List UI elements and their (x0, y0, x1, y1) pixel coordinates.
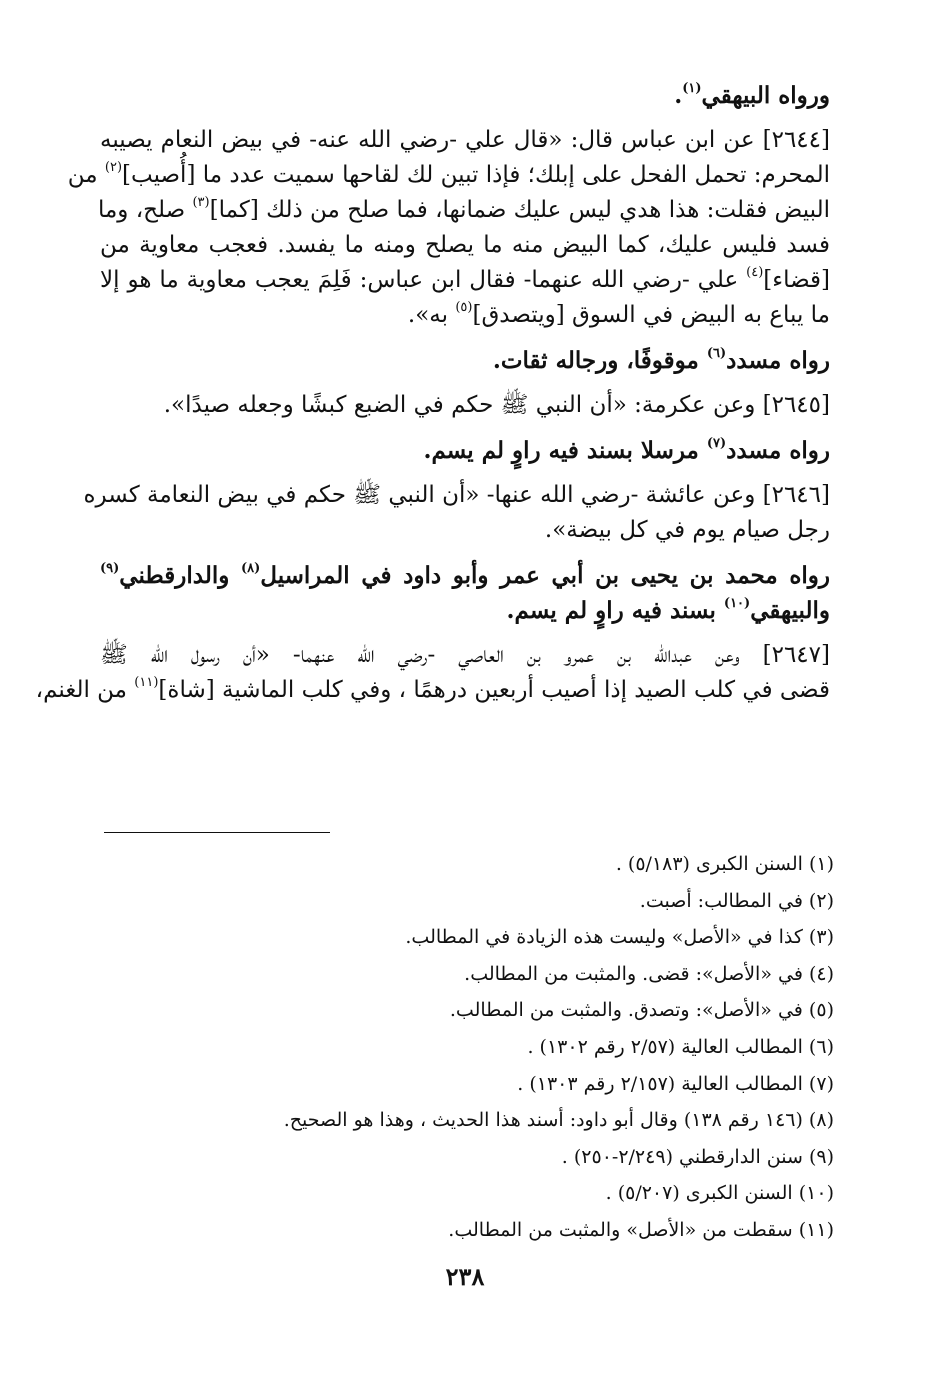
paragraph-line (97, 193, 830, 228)
paragraph-line (67, 158, 830, 193)
footnote-marker: (٥) (455, 300, 473, 316)
footnote: (٩) سنن الدارقطني (٢/٢٤٩-٢٥٠) . (561, 1145, 834, 1168)
text-run: مرسلا بسند فيه راوٍ لم يسم. (423, 437, 707, 464)
text-run: صلح، وما (97, 197, 193, 223)
text-run: موقوفًا، ورجاله ثقات. (492, 347, 707, 374)
footnote-marker: (٩) (100, 561, 120, 577)
text-run: رواه محمد بن يحيى بن أبي عمر وأبو داود في المراسيل (260, 562, 830, 589)
footnotes-list (100, 846, 834, 1249)
text-run: رجل صيام يوم في كل بيضة». (544, 517, 830, 543)
hadith-2646 (83, 478, 830, 548)
footnote-marker: (١١) (134, 675, 159, 691)
paragraph-line (100, 228, 830, 263)
narration-line-4 (100, 558, 830, 628)
text-run: رواه مسدد (726, 347, 830, 374)
text-run: قضى في كلب الصيد إذا أصيب أربعين درهمًا ، وفي كلب الماشية [شاة] (158, 677, 830, 703)
text-run: ما يباع به البيض في السوق [ويتصدق] (472, 302, 830, 328)
footnote-marker: (٦) (706, 346, 727, 362)
narration-line-2 (100, 343, 830, 378)
footnote-marker: (٤) (746, 265, 764, 281)
text-run: المحرم: تحمل الفحل على إبلك؛ فإذا تبين لك لقاحها سميت عدد ما [أُصيب] (122, 162, 830, 188)
text-run: علي -رضي الله عنهما- فقال ابن عباس: فَلِمَ يعجب معاوية ما هو إلا (100, 267, 747, 293)
footnote-marker: (١٠) (723, 596, 751, 612)
text-run: [٢٦٤٧] وعن عبدالله بن عمرو بن العاصي -رضي الله عنهما- «أن رسول الله ﷺ (100, 642, 830, 668)
footnote: (٦) المطالب العالية (٢/٥٧ رقم ١٣٠٢) . (527, 1035, 834, 1058)
narration-line-1 (100, 78, 830, 113)
text-run: من الغنم، (35, 677, 135, 703)
footnote: (١٠) السنن الكبرى (٥/٢٠٧) . (605, 1182, 834, 1205)
footnote-marker: (٧) (706, 436, 727, 452)
paragraph-line (83, 478, 830, 513)
text-run: [قضاء] (763, 267, 830, 293)
text-run: والدارقطني (119, 562, 241, 589)
hadith-2644 (67, 123, 830, 333)
footnote: (٢) في المطالب: أصبت. (639, 889, 834, 912)
footnote: (٧) المطالب العالية (٢/١٥٧ رقم ١٣٠٣) . (517, 1072, 834, 1095)
text-run: [٢٦٤٥] وعن عكرمة: «أن النبي ﷺ حكم في الضبع كبشًا وجعله صيدًا». (163, 392, 830, 418)
paragraph-line (100, 558, 830, 593)
paragraph-line (100, 638, 830, 673)
footnote: (٥) في «الأصل»: وتصدق. والمثبت من المطالب. (449, 999, 834, 1022)
footnote: (٤) في «الأصل»: قضى. والمثبت من المطالب. (464, 962, 834, 985)
paragraph-line (35, 673, 830, 708)
text-run: ورواه البيهقي (701, 82, 830, 109)
footnote-marker: (١) (682, 81, 702, 97)
text-run: . (674, 82, 683, 109)
footnote: (١) السنن الكبرى (٥/١٨٣) . (615, 853, 834, 875)
text-run: بسند فيه راوٍ لم يسم. (506, 597, 724, 624)
paragraph-line (100, 298, 830, 333)
text-run: فسد فليس عليك، كما البيض منه ما يصلح ومنه ما يفسد. فعجب معاوية من (100, 232, 830, 258)
footnote: (١١) سقطت من «الأصل» والمثبت من المطالب. (448, 1218, 834, 1241)
hadith-2647 (35, 638, 830, 708)
text-run: به». (407, 302, 456, 328)
footnote-separator (104, 832, 330, 833)
text-run: والبيهقي (750, 597, 830, 624)
text-run: البيض فقلت: هذا هدي ليس عليك ضمانها، فما صلح من ذلك [كما] (209, 197, 830, 223)
footnote: (٣) كذا في «الأصل» وليست هذه الزيادة في المطالب. (405, 926, 834, 949)
page-number: ٢٣٨ (445, 1262, 485, 1291)
text-run: [٢٦٤٦] وعن عائشة -رضي الله عنها- «أن النبي ﷺ حكم في بيض النعامة كسره (83, 482, 830, 508)
paragraph-line (100, 513, 830, 548)
footnote-marker: (٨) (240, 561, 261, 577)
text-run: رواه مسدد (726, 437, 830, 464)
footnote-marker: (٢) (104, 160, 123, 176)
footnote-marker: (٣) (192, 195, 210, 211)
paragraph-line (100, 593, 830, 628)
hadith-2645 (100, 388, 830, 423)
text-run: من (67, 162, 105, 188)
footnote: (٨) (١٤٦ رقم ١٣٨) وقال أبو داود: أسند هذا الحديث ، وهذا هو الصحيح. (283, 1109, 834, 1132)
narration-line-3 (100, 433, 830, 468)
paragraph-line (100, 263, 830, 298)
text-run: [٢٦٤٤] عن ابن عباس قال: «قال علي -رضي الله عنه- في بيض النعام يصيبه (100, 127, 830, 153)
paragraph-line (100, 123, 830, 158)
